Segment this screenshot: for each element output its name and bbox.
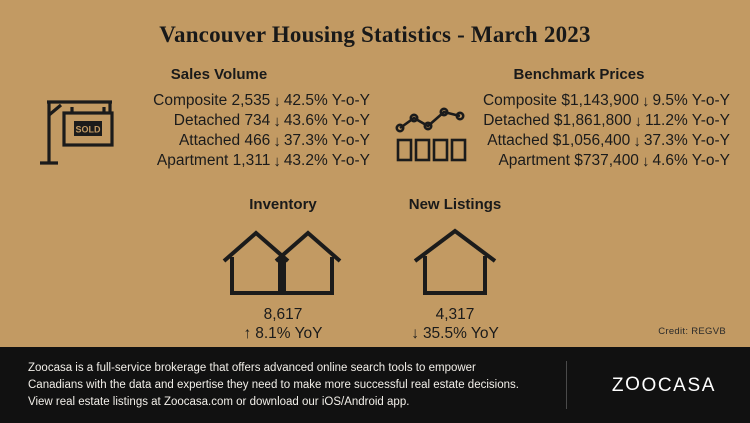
inventory-change: 8.1% YoY xyxy=(255,325,323,342)
inventory-section xyxy=(198,196,368,343)
footer-line-2: Canadians with the data and expertise they need to make more successful real estate decisions. xyxy=(28,378,519,391)
stat-row xyxy=(122,151,370,171)
stat-change: 37.3% Y-o-Y xyxy=(283,132,370,149)
new-listings-heading: New Listings xyxy=(408,196,502,213)
double-house-icon xyxy=(218,221,348,297)
footer-line-3: View real estate listings at Zoocasa.com or download our iOS/Android app. xyxy=(28,395,410,408)
stat-row xyxy=(470,151,730,171)
stat-label: Attached $1,056,400 xyxy=(487,132,631,149)
new-listings-change: 35.5% YoY xyxy=(422,325,499,342)
credit-text: Credit: REGVB xyxy=(658,326,726,337)
footer-divider xyxy=(566,361,567,409)
stat-row xyxy=(470,111,730,131)
stat-change: 4.6% Y-o-Y xyxy=(652,152,730,169)
down-arrow-icon: ↓ xyxy=(273,113,281,130)
down-arrow-icon: ↓ xyxy=(273,153,281,170)
up-arrow-icon: ↑ xyxy=(243,325,252,342)
stat-label: Apartment $737,400 xyxy=(498,152,639,169)
stat-label: Composite $1,143,900 xyxy=(482,92,639,109)
stat-row xyxy=(122,131,370,151)
sold-sign-icon xyxy=(34,93,122,171)
logo-o: O xyxy=(625,374,642,395)
stat-change: 43.2% Y-o-Y xyxy=(283,152,370,169)
down-arrow-icon: ↓ xyxy=(641,153,650,170)
stat-change: 37.3% Y-o-Y xyxy=(643,132,730,149)
footer-line-1: Zoocasa is a full-service brokerage that offers advanced online search tools to empower xyxy=(28,361,476,374)
stat-change: 9.5% Y-o-Y xyxy=(652,92,730,109)
stat-row xyxy=(122,91,370,111)
sales-volume-heading: Sales Volume xyxy=(170,66,268,83)
inventory-value: 8,617 xyxy=(263,306,303,323)
benchmark-prices-stats xyxy=(470,91,736,171)
sales-volume-stats xyxy=(122,91,374,171)
benchmark-prices-heading: Benchmark Prices xyxy=(513,66,645,83)
down-arrow-icon: ↓ xyxy=(411,325,419,342)
down-arrow-icon: ↓ xyxy=(273,93,281,110)
stat-change: 11.2% Y-o-Y xyxy=(644,112,730,129)
down-arrow-icon: ↓ xyxy=(634,113,642,130)
bar-chart-icon xyxy=(394,102,470,164)
footer-description xyxy=(28,360,519,411)
new-listings-section xyxy=(370,196,540,343)
new-listings-yoy xyxy=(370,324,540,343)
stat-row xyxy=(122,111,370,131)
stat-change: 42.5% Y-o-Y xyxy=(283,92,370,109)
footer-bar xyxy=(0,347,750,423)
sales-volume-section xyxy=(22,66,374,171)
inventory-yoy xyxy=(198,324,368,343)
down-arrow-icon: ↓ xyxy=(641,93,650,110)
stat-row xyxy=(470,131,730,151)
inventory-heading: Inventory xyxy=(249,196,317,213)
house-icon xyxy=(409,221,501,297)
stat-change: 43.6% Y-o-Y xyxy=(283,112,370,129)
new-listings-value: 4,317 xyxy=(435,306,475,323)
stat-label: Attached 466 xyxy=(178,132,271,149)
svg-text:SOLD: SOLD xyxy=(75,124,101,135)
logo-rest: OCASA xyxy=(641,375,716,396)
stat-label: Detached 734 xyxy=(173,112,271,129)
benchmark-prices-section xyxy=(376,66,736,171)
down-arrow-icon: ↓ xyxy=(633,133,641,150)
stat-label: Composite 2,535 xyxy=(153,92,271,109)
zoocasa-logo xyxy=(612,375,716,397)
down-arrow-icon: ↓ xyxy=(273,133,281,150)
page-title: Vancouver Housing Statistics - March 2023 xyxy=(159,22,591,47)
stat-row xyxy=(470,91,730,111)
logo-z: Z xyxy=(611,375,626,396)
stat-label: Detached $1,861,800 xyxy=(483,112,632,129)
stat-label: Apartment 1,311 xyxy=(156,152,271,169)
